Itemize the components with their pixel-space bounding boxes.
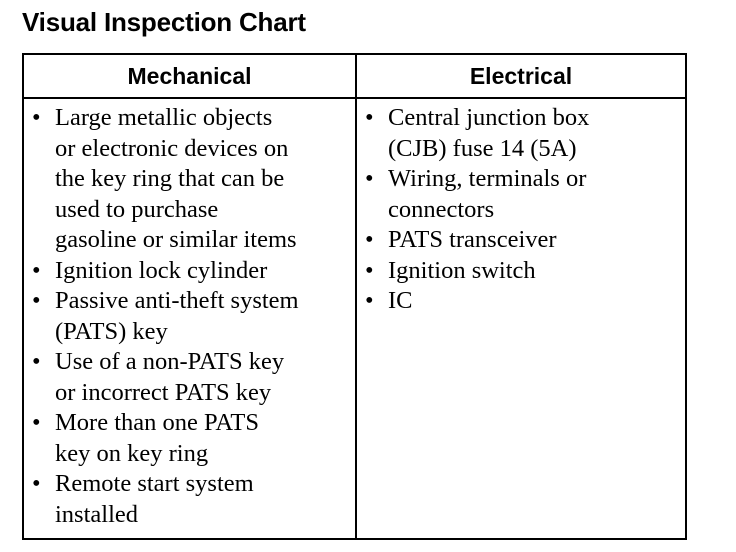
list-item-text: More than one PATS key on key ring — [55, 409, 259, 467]
list-item — [32, 256, 350, 287]
inspection-table — [22, 53, 687, 540]
list-item-text: Ignition lock cylinder — [55, 256, 268, 284]
list-item-text: Ignition switch — [388, 256, 536, 284]
bullet-icon: • — [365, 226, 374, 253]
electrical-list — [365, 103, 683, 317]
list-item-text: Central junction box (CJB) fuse 14 (5A) — [388, 104, 590, 162]
bullet-icon: • — [32, 409, 41, 436]
list-item-text: Wiring, terminals or connectors — [388, 165, 587, 223]
list-item-text: Passive anti-theft system (PATS) key — [55, 287, 299, 345]
chart-title: Visual Inspection Chart — [22, 7, 306, 37]
bullet-icon: • — [32, 256, 41, 284]
bullet-icon: • — [32, 104, 41, 131]
list-item — [365, 256, 683, 287]
list-item-text: Remote start system installed — [55, 470, 254, 528]
list-item — [32, 469, 350, 530]
mechanical-list — [32, 103, 350, 530]
list-item — [365, 103, 683, 164]
list-item — [32, 408, 350, 469]
list-item — [365, 286, 683, 317]
bullet-icon: • — [365, 287, 374, 314]
bullet-icon: • — [365, 104, 374, 131]
list-item — [365, 225, 683, 256]
list-item-text: Large metallic objects or electronic devices on the key ring that can be used to purchase gasoline or similar items — [55, 104, 297, 253]
bullet-icon: • — [365, 165, 374, 192]
list-item-text: Use of a non-PATS key or incorrect PATS key — [55, 348, 285, 406]
bullet-icon: • — [365, 256, 374, 284]
bullet-icon: • — [32, 348, 41, 375]
mechanical-header: Mechanical — [127, 63, 252, 89]
electrical-header: Electrical — [469, 63, 573, 89]
list-item — [32, 347, 350, 408]
list-item-text: PATS transceiver — [388, 226, 557, 253]
list-item — [365, 164, 683, 225]
bullet-icon: • — [32, 470, 41, 497]
column-divider — [355, 55, 357, 538]
list-item — [32, 103, 350, 256]
list-item — [32, 286, 350, 347]
bullet-icon: • — [32, 287, 41, 314]
list-item-text: IC — [388, 287, 413, 314]
